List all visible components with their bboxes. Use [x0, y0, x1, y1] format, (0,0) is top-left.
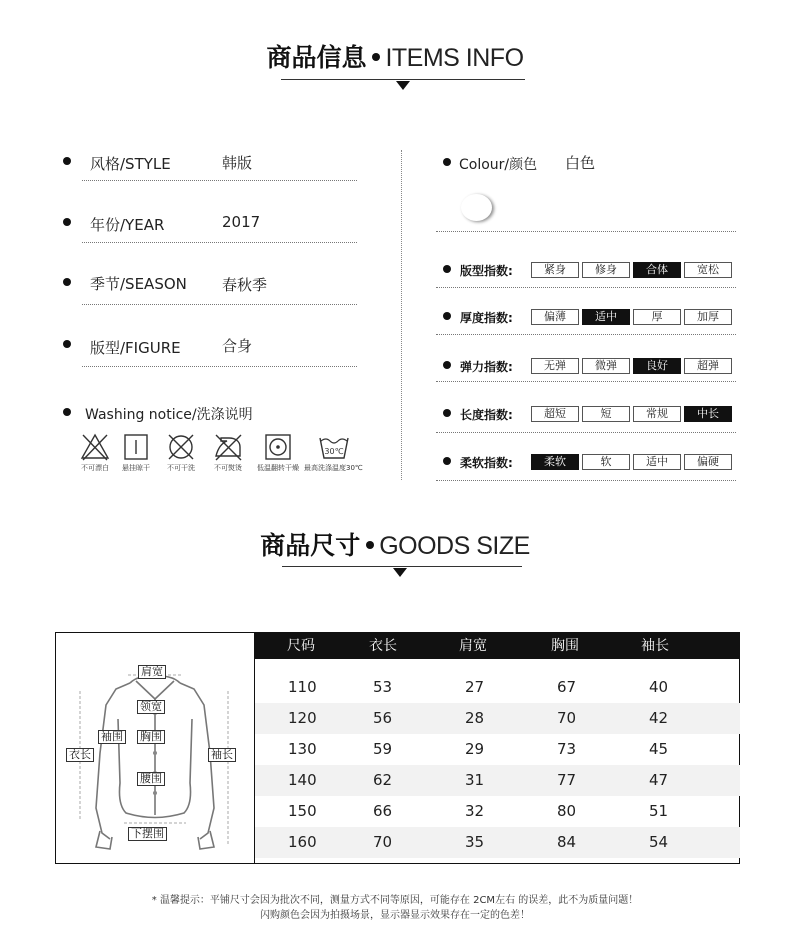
footnote-line-1: * 温馨提示：平铺尺寸会因为批次不同，测量方式不同等原因，可能存在 2CM左右 的误差，此不为质量问题！ — [151, 895, 639, 906]
size-table-header — [255, 633, 740, 659]
title-dot — [372, 53, 380, 61]
wash-no-iron — [204, 433, 252, 473]
cell-length: 66 — [373, 802, 393, 820]
elasticity-option-none: 无弹 — [531, 358, 579, 374]
cell-chest: 77 — [557, 771, 577, 789]
diagram-label-chest: 胸围 — [137, 730, 165, 744]
wash-no-dry-clean — [157, 433, 205, 473]
divider — [436, 432, 736, 433]
col-shoulder: 肩宽 — [459, 638, 487, 654]
divider — [82, 304, 357, 305]
elasticity-option-super: 超弹 — [684, 358, 732, 374]
cell-shoulder: 29 — [465, 740, 485, 758]
column-divider — [401, 150, 402, 480]
thickness-option-extra-thick: 加厚 — [684, 309, 732, 325]
bullet-icon — [443, 409, 451, 417]
length-option-extra-short: 超短 — [531, 406, 579, 422]
thickness-option-thin: 偏薄 — [531, 309, 579, 325]
diagram-label-hem: 下摆围 — [128, 827, 167, 841]
col-length: 衣长 — [369, 638, 397, 654]
tumble-dry-low-icon — [263, 433, 293, 461]
goods-size-rule — [282, 566, 522, 567]
fit-option-loose: 宽松 — [684, 262, 732, 278]
cell-size: 150 — [288, 802, 317, 820]
diagram-label-shoulder: 肩宽 — [138, 665, 166, 679]
bullet-icon — [63, 278, 71, 286]
divider — [82, 180, 357, 181]
cell-shoulder: 31 — [465, 771, 485, 789]
cell-length: 53 — [373, 678, 393, 696]
attr-figure-value: 合身 — [222, 337, 253, 355]
cell-size: 110 — [288, 678, 317, 696]
wash-tumble-dry — [254, 433, 302, 473]
table-row — [255, 734, 740, 765]
length-option-regular: 常规 — [633, 406, 681, 422]
wash-hang-dry — [112, 433, 160, 473]
cell-sleeve: 47 — [649, 771, 669, 789]
wash-caption: 最高洗涤温度30℃ — [304, 464, 363, 472]
cell-length: 62 — [373, 771, 393, 789]
length-index-label: 长度指数: — [460, 408, 513, 422]
cell-shoulder: 32 — [465, 802, 485, 820]
table-row — [255, 703, 740, 734]
items-info-title-cn: 商品信息 — [266, 43, 367, 72]
attr-year-value: 2017 — [222, 213, 261, 231]
softness-option-stiff: 偏硬 — [684, 454, 732, 470]
softness-option-soft: 柔软 — [531, 454, 579, 470]
elasticity-option-good: 良好 — [633, 358, 681, 374]
cell-chest: 67 — [557, 678, 577, 696]
items-info-triangle — [396, 81, 410, 90]
bullet-icon — [63, 157, 71, 165]
fit-option-regular: 合体 — [633, 262, 681, 278]
bullet-icon — [63, 340, 71, 348]
elasticity-index-label: 弹力指数: — [460, 360, 513, 374]
thickness-option-medium: 适中 — [582, 309, 630, 325]
cell-sleeve: 54 — [649, 833, 669, 851]
length-option-mid-long: 中长 — [684, 406, 732, 422]
wash-temp: 30℃ — [324, 447, 344, 456]
divider — [82, 366, 357, 367]
diagram-label-length: 衣长 — [66, 748, 94, 762]
divider — [436, 334, 736, 335]
col-size: 尺码 — [287, 638, 315, 654]
hang-dry-icon — [121, 433, 151, 461]
cell-chest: 70 — [557, 709, 577, 727]
cell-length: 59 — [373, 740, 393, 758]
items-info-title-en: ITEMS INFO — [385, 44, 524, 72]
cell-sleeve: 42 — [649, 709, 669, 727]
cell-shoulder: 27 — [465, 678, 485, 696]
elasticity-option-slight: 微弹 — [582, 358, 630, 374]
bullet-icon — [443, 312, 451, 320]
col-sleeve: 袖长 — [641, 638, 669, 654]
attr-figure-label: 版型/FIGURE — [90, 339, 181, 357]
bullet-icon — [443, 265, 451, 273]
cell-chest: 80 — [557, 802, 577, 820]
softness-option-softish: 软 — [582, 454, 630, 470]
colour-value: 白色 — [565, 154, 596, 172]
wash-caption: 不可漂白 — [81, 464, 109, 472]
thickness-option-thick: 厚 — [633, 309, 681, 325]
cell-shoulder: 28 — [465, 709, 485, 727]
cell-shoulder: 35 — [465, 833, 485, 851]
table-row — [255, 765, 740, 796]
table-row — [255, 672, 740, 703]
wash-caption: 不可干洗 — [167, 464, 195, 472]
cell-size: 140 — [288, 771, 317, 789]
cell-size: 120 — [288, 709, 317, 727]
bullet-icon — [443, 158, 451, 166]
items-info-title — [0, 38, 790, 74]
footnote-line-2: 闪购颜色会因为拍摄场景，显示器显示效果存在一定的色差！ — [260, 910, 530, 921]
wash-30 — [304, 433, 363, 473]
wash-caption: 悬挂晾干 — [122, 464, 150, 472]
attr-style-label: 风格/STYLE — [90, 155, 171, 173]
cell-chest: 84 — [557, 833, 577, 851]
cell-size: 130 — [288, 740, 317, 758]
cell-length: 56 — [373, 709, 393, 727]
divider — [436, 231, 736, 232]
goods-size-title — [0, 526, 790, 562]
diagram-label-collar: 领宽 — [137, 700, 165, 714]
bullet-icon — [63, 408, 71, 416]
divider — [436, 480, 736, 481]
bullet-icon — [63, 218, 71, 226]
diagram-label-sleeve-length: 袖长 — [208, 748, 236, 762]
cell-sleeve: 45 — [649, 740, 669, 758]
attr-year-label: 年份/YEAR — [90, 216, 165, 234]
wash-caption: 不可熨烫 — [214, 464, 242, 472]
wash-caption: 低温翻转干燥 — [257, 464, 299, 472]
divider — [82, 242, 357, 243]
fit-option-slim: 修身 — [582, 262, 630, 278]
title-dot — [366, 541, 374, 549]
wash-30-icon — [318, 433, 350, 461]
cell-size: 160 — [288, 833, 317, 851]
cell-sleeve: 51 — [649, 802, 669, 820]
table-row — [255, 796, 740, 827]
attr-season-value: 春秋季 — [222, 276, 268, 294]
goods-size-triangle — [393, 568, 407, 577]
goods-size-title-en: GOODS SIZE — [379, 532, 530, 560]
softness-option-medium: 适中 — [633, 454, 681, 470]
col-chest: 胸围 — [551, 638, 579, 654]
attr-style-value: 韩版 — [222, 154, 253, 172]
fit-index-label: 版型指数: — [460, 264, 513, 278]
washing-notice-label: Washing notice/洗涤说明 — [85, 407, 253, 423]
divider — [436, 381, 736, 382]
cell-chest: 73 — [557, 740, 577, 758]
attr-season-label: 季节/SEASON — [90, 275, 187, 293]
no-bleach-icon — [80, 433, 110, 461]
bullet-icon — [443, 361, 451, 369]
bullet-icon — [443, 457, 451, 465]
thickness-index-label: 厚度指数: — [460, 311, 513, 325]
colour-swatch[interactable] — [461, 194, 492, 221]
cell-length: 70 — [373, 833, 393, 851]
cell-sleeve: 40 — [649, 678, 669, 696]
no-iron-icon — [212, 433, 244, 461]
fit-option-tight: 紧身 — [531, 262, 579, 278]
table-row — [255, 827, 740, 858]
divider — [436, 287, 736, 288]
colour-label: Colour/颜色 — [459, 157, 538, 173]
items-info-rule — [281, 79, 525, 80]
goods-size-title-cn: 商品尺寸 — [260, 531, 361, 560]
no-dry-clean-icon — [166, 433, 196, 461]
length-option-short: 短 — [582, 406, 630, 422]
softness-index-label: 柔软指数: — [460, 456, 513, 470]
diagram-label-sleeve-width: 袖围 — [98, 730, 126, 744]
diagram-label-waist: 腰围 — [137, 772, 165, 786]
